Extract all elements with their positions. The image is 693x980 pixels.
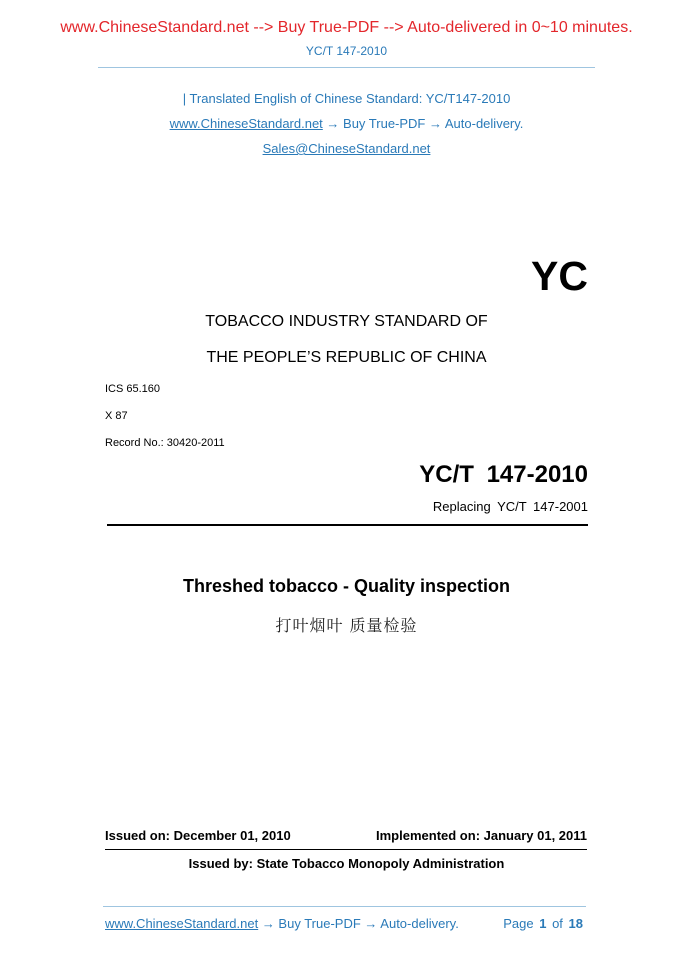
- replacing-note: Replacing YC/T 147-2001: [432, 499, 588, 514]
- site-link[interactable]: www.ChineseStandard.net: [169, 116, 323, 131]
- standard-number: YC/T 147-2010: [419, 461, 588, 488]
- footer-divider: [103, 906, 586, 907]
- page-total: 18: [568, 916, 583, 931]
- page-indicator: [503, 916, 583, 931]
- cover-divider: [107, 524, 588, 526]
- buy-line: [0, 116, 693, 131]
- footer-buy-text: → Buy True-PDF → Auto-delivery.: [258, 916, 459, 931]
- document-title-en: Threshed tobacco - Quality inspection: [182, 576, 511, 596]
- footer-site-link[interactable]: www.ChineseStandard.net: [105, 916, 259, 931]
- implemented-on: Implemented on: January 01, 2011: [376, 828, 587, 843]
- record-number: Record No.: 30420-2011: [105, 437, 225, 449]
- page-of: of: [552, 916, 563, 931]
- buy-text: → Buy True-PDF → Auto-delivery.: [322, 116, 524, 131]
- translated-note: | Translated English of Chinese Standard: YC/T147-2010: [182, 91, 511, 106]
- sales-line: [0, 141, 693, 156]
- classification-code: X 87: [105, 410, 128, 422]
- page-current: 1: [539, 916, 547, 931]
- industry-line-2: THE PEOPLE’S REPUBLIC OF CHINA: [206, 349, 487, 366]
- issue-divider: [105, 849, 587, 850]
- header-divider: [98, 67, 595, 68]
- footer-buy-line: [105, 916, 459, 931]
- document-title-cn: 打叶烟叶 质量检验: [275, 616, 418, 635]
- category-code: YC: [531, 253, 588, 299]
- industry-line-1: TOBACCO INDUSTRY STANDARD OF: [205, 313, 488, 330]
- ics-code: ICS 65.160: [105, 383, 161, 395]
- header-doc-code: YC/T 147-2010: [305, 44, 388, 58]
- issued-by: Issued by: State Tobacco Monopoly Administration: [188, 856, 505, 871]
- page-label: Page: [503, 916, 534, 931]
- sales-email-link[interactable]: Sales@ChineseStandard.net: [262, 141, 431, 156]
- issued-on: Issued on: December 01, 2010: [105, 828, 291, 843]
- promo-banner: www.ChineseStandard.net --> Buy True-PDF --> Auto-delivered in 0~10 minutes.: [60, 19, 633, 36]
